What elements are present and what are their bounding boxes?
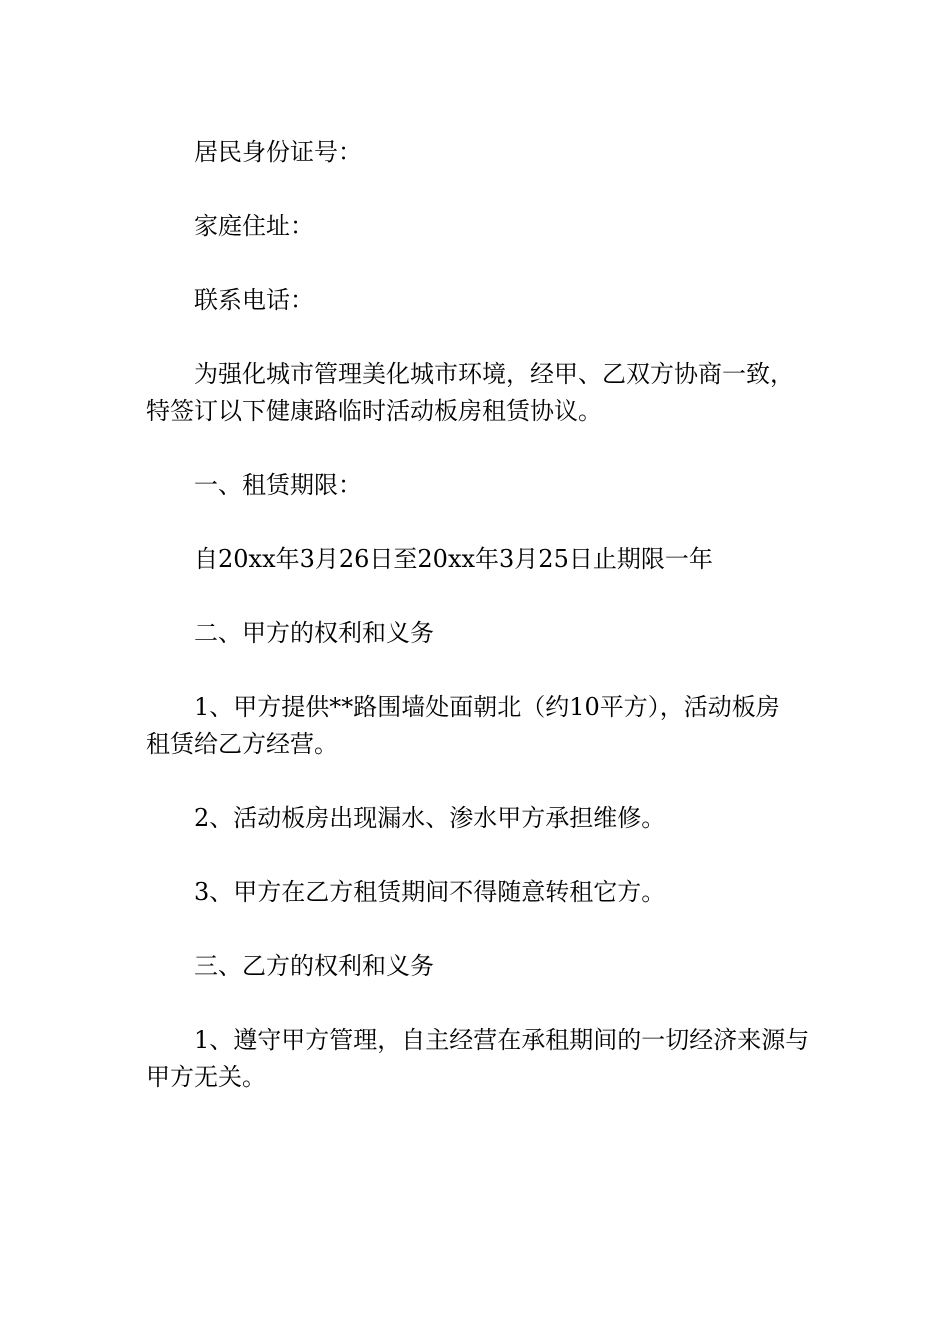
clause-party-a-2 — [146, 800, 816, 874]
document-body — [146, 134, 816, 1133]
paragraph-lease-period — [146, 541, 816, 615]
paragraph-line: 3、甲方在乙方租赁期间不得随意转租它方。 — [194, 878, 666, 906]
section-heading-party-a — [146, 615, 816, 689]
paragraph-line: 1、甲方提供**路围墙处面朝北（约10平方），活动板房 — [194, 693, 780, 721]
paragraph-line: 2、活动板房出现漏水、渗水甲方承担维修。 — [194, 804, 666, 832]
paragraph-line: 租赁给乙方经营。 — [146, 730, 338, 758]
clause-party-b-1 — [146, 1022, 816, 1133]
paragraph-line: 二、甲方的权利和义务 — [194, 619, 434, 647]
clause-party-a-1 — [146, 689, 816, 800]
paragraph-line: 家庭住址： — [194, 212, 314, 240]
paragraph-phone — [146, 282, 816, 356]
paragraph-line: 一、租赁期限： — [194, 471, 362, 499]
paragraph-line: 为强化城市管理美化城市环境，经甲、乙双方协商一致， — [194, 360, 794, 388]
paragraph-line: 联系电话： — [194, 286, 314, 314]
section-heading-lease-term — [146, 467, 816, 541]
clause-party-a-3 — [146, 874, 816, 948]
paragraph-preamble — [146, 356, 816, 467]
paragraph-line: 三、乙方的权利和义务 — [194, 952, 434, 980]
paragraph-line: 1、遵守甲方管理，自主经营在承租期间的一切经济来源与 — [194, 1026, 810, 1054]
paragraph-line: 居民身份证号： — [194, 138, 362, 166]
paragraph-home-address — [146, 208, 816, 282]
section-heading-party-b — [146, 948, 816, 1022]
paragraph-id-number — [146, 134, 816, 208]
paragraph-line: 特签订以下健康路临时活动板房租赁协议。 — [146, 397, 602, 425]
paragraph-line: 甲方无关。 — [146, 1063, 266, 1091]
paragraph-line: 自20xx年3月26日至20xx年3月25日止期限一年 — [194, 545, 713, 573]
